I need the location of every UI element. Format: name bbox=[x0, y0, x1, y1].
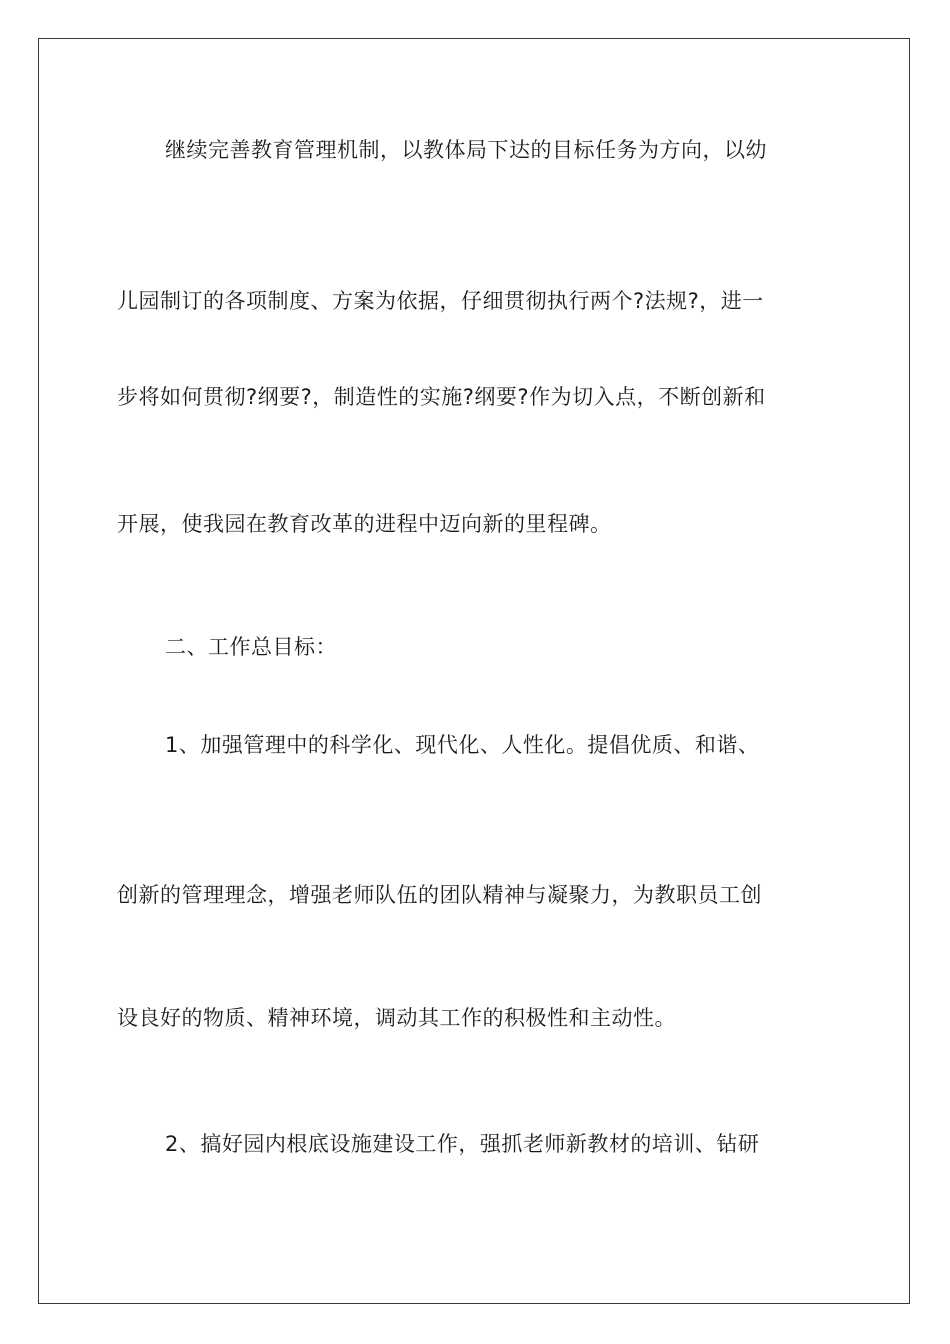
paragraph-line: 开展，使我园在教育改革的进程中迈向新的里程碑。 bbox=[117, 512, 612, 536]
paragraph-line: 继续完善教育管理机制，以教体局下达的目标任务为方向，以幼 bbox=[165, 138, 767, 162]
section-heading: 二、工作总目标： bbox=[165, 635, 337, 659]
paragraph-line: 2、搞好园内根底设施建设工作，强抓老师新教材的培训、钻研 bbox=[165, 1132, 760, 1156]
paragraph-line: 创新的管理理念，增强老师队伍的团队精神与凝聚力，为教职员工创 bbox=[117, 883, 762, 907]
paragraph-line: 1、加强管理中的科学化、现代化、人性化。提倡优质、和谐、 bbox=[165, 733, 760, 757]
paragraph-line: 儿园制订的各项制度、方案为依据，仔细贯彻执行两个?法规?，进一 bbox=[117, 289, 764, 313]
paragraph-line: 步将如何贯彻?纲要?，制造性的实施?纲要?作为切入点，不断创新和 bbox=[117, 385, 766, 409]
page-border bbox=[38, 38, 910, 1304]
paragraph-line: 设良好的物质、精神环境，调动其工作的积极性和主动性。 bbox=[117, 1006, 676, 1030]
